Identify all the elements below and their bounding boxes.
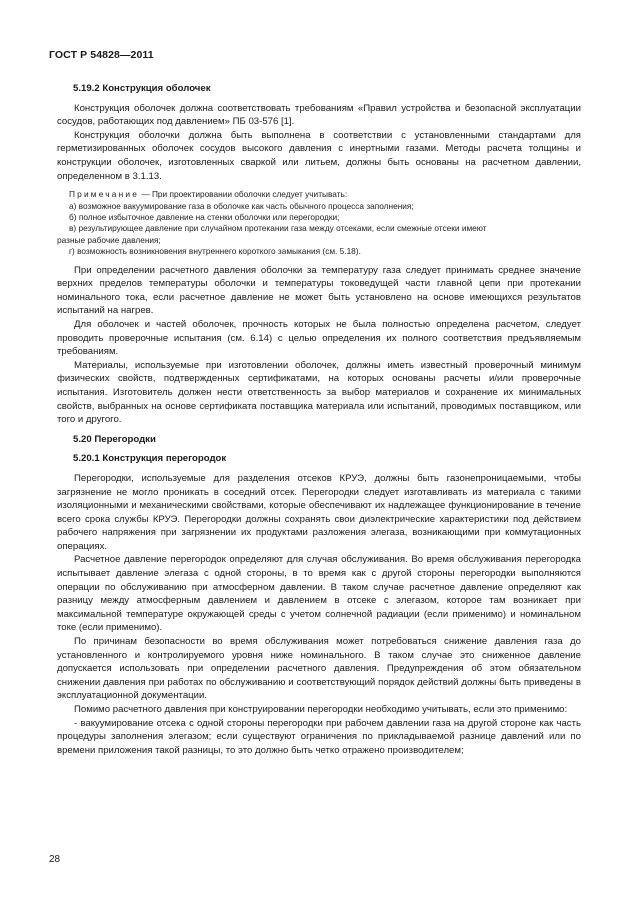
page-body <box>57 82 581 757</box>
section-5-19-2-title: 5.19.2 Конструкция оболочек <box>73 83 211 94</box>
page-number: 28 <box>49 854 61 865</box>
note-block <box>57 189 581 257</box>
paragraph: Конструкция оболочки должна быть выполнена в соответствии с установленными стандартами для герметизированных оболочек сосудов высокого давления с инертными газами. Методы расчета толщины и конструкции оболочек, изготовленных сваркой или литьем, должны быть основаны на расчетном давлении, определенном в 3.1.13. <box>57 129 581 182</box>
paragraph: Конструкция оболочек должна соответствовать требованиям «Правил устройства и безопасной эксплуатации сосудов, работающих под давлением» ПБ 03-576 [1]. <box>57 102 581 128</box>
section-5-20-1-title: 5.20.1 Конструкция перегородок <box>73 453 227 465</box>
note-item: разные рабочие давления; <box>57 234 161 245</box>
note-intro: — При проектировании оболочки следует учитывать: <box>139 189 348 200</box>
paragraph: При определении расчетного давления оболочки за температуру газа следует принимать среднее значение верхних пределов температуры оболочки и температуры токоведущей части главной цепи при протекании номинального тока, если расчетное давление не может быть установлено на основе имеющихся результатов испытаний на нагрев. <box>57 264 581 317</box>
paragraph: Материалы, используемые при изготовлении оболочек, должны иметь известный проверочный минимум физических свойств, подтвержденных сертификатами, на которых основаны расчеты и/или проверочные испытания. Изготовитель должен нести ответственность за выбор материалов и сохранение их минимальных свойств, выбранных на основе сертификата поставщика материала или испытаний, проводимых поставщиком, или того и другого. <box>57 359 581 426</box>
document-header: ГОСТ Р 54828—2011 <box>49 49 154 61</box>
paragraph: - вакуумирование отсека с одной стороны перегородки при рабочем давлении газа на другой стороне как часть процедуры заполнения элегазом; если существуют ограничения по прикладываемой разнице давлений или по времени приложения такой разницы, то это должно быть четко отражено производителем; <box>57 717 581 756</box>
note-item: г) возможность возникновения внутреннего короткого замыкания (см. 5.18). <box>69 246 361 257</box>
paragraph: Для оболочек и частей оболочек, прочность которых не была полностью определена расчетом, следует проводить проверочные испытания (см. 6.14) с целью определения их полного соответствия предъявляемым требованиям. <box>57 318 581 358</box>
note-heading <box>57 189 581 200</box>
note-item: в) результирующее давление при случайном протекании газа между отсеками, если смежные отсеки имеют <box>69 223 487 234</box>
paragraph: Расчетное давление перегородок определяют для случая обслуживания. Во время обслуживания перегородка испытывает давление элегаза с одной стороны, в то время как с другой стороны перегородки выполняются операции по обслуживанию при атмосферном давлении. В таком случае расчетное давление определяют как разницу между атмосферным давлением и давлением в отсеке с элегазом, которое там возникает при максимальной температуре окружающей среды с учетом солнечной радиации (если применимо) и номинальном токе (если применимо). <box>57 554 581 634</box>
section-5-20-title: 5.20 Перегородки <box>73 433 156 445</box>
paragraph: По причинам безопасности во время обслуживания может потребоваться снижение давления газа до установленного и контролируемого уровня ниже номинального. В таком случае это сниженное давление допускается использовать при определении расчетного давления. Предупреждения об этом обязательном снижении давления при работах по обслуживанию и соответствующий порядок действий должны быть приведены в эксплуатационной документации. <box>57 636 581 702</box>
note-lead: Примечание <box>69 189 140 200</box>
note-item: б) полное избыточное давление на стенки оболочки или перегородки; <box>69 211 340 222</box>
paragraph: Перегородки, используемые для разделения отсеков КРУЭ, должны быть газонепроницаемыми, чтобы загрязнение не могло проникать в соседний отсек. Перегородки следует изготавливать из материала с такими изоляционными и механическими свойствами, которые обеспечивают их надлежащее функционирование в течение всего срока службы КРУЭ. Перегородки должны сохранять свои диэлектрические характеристики под действием рабочего напряжения при загрязнении их продуктами разложения элегаза, возникающими при коммутационных операциях. <box>57 472 581 552</box>
note-item: а) возможное вакуумирование газа в оболочке как часть обычного процесса заполнения; <box>69 200 414 211</box>
paragraph: Помимо расчетного давления при конструировании перегородки необходимо учитывать, если это применимо: <box>74 704 568 715</box>
